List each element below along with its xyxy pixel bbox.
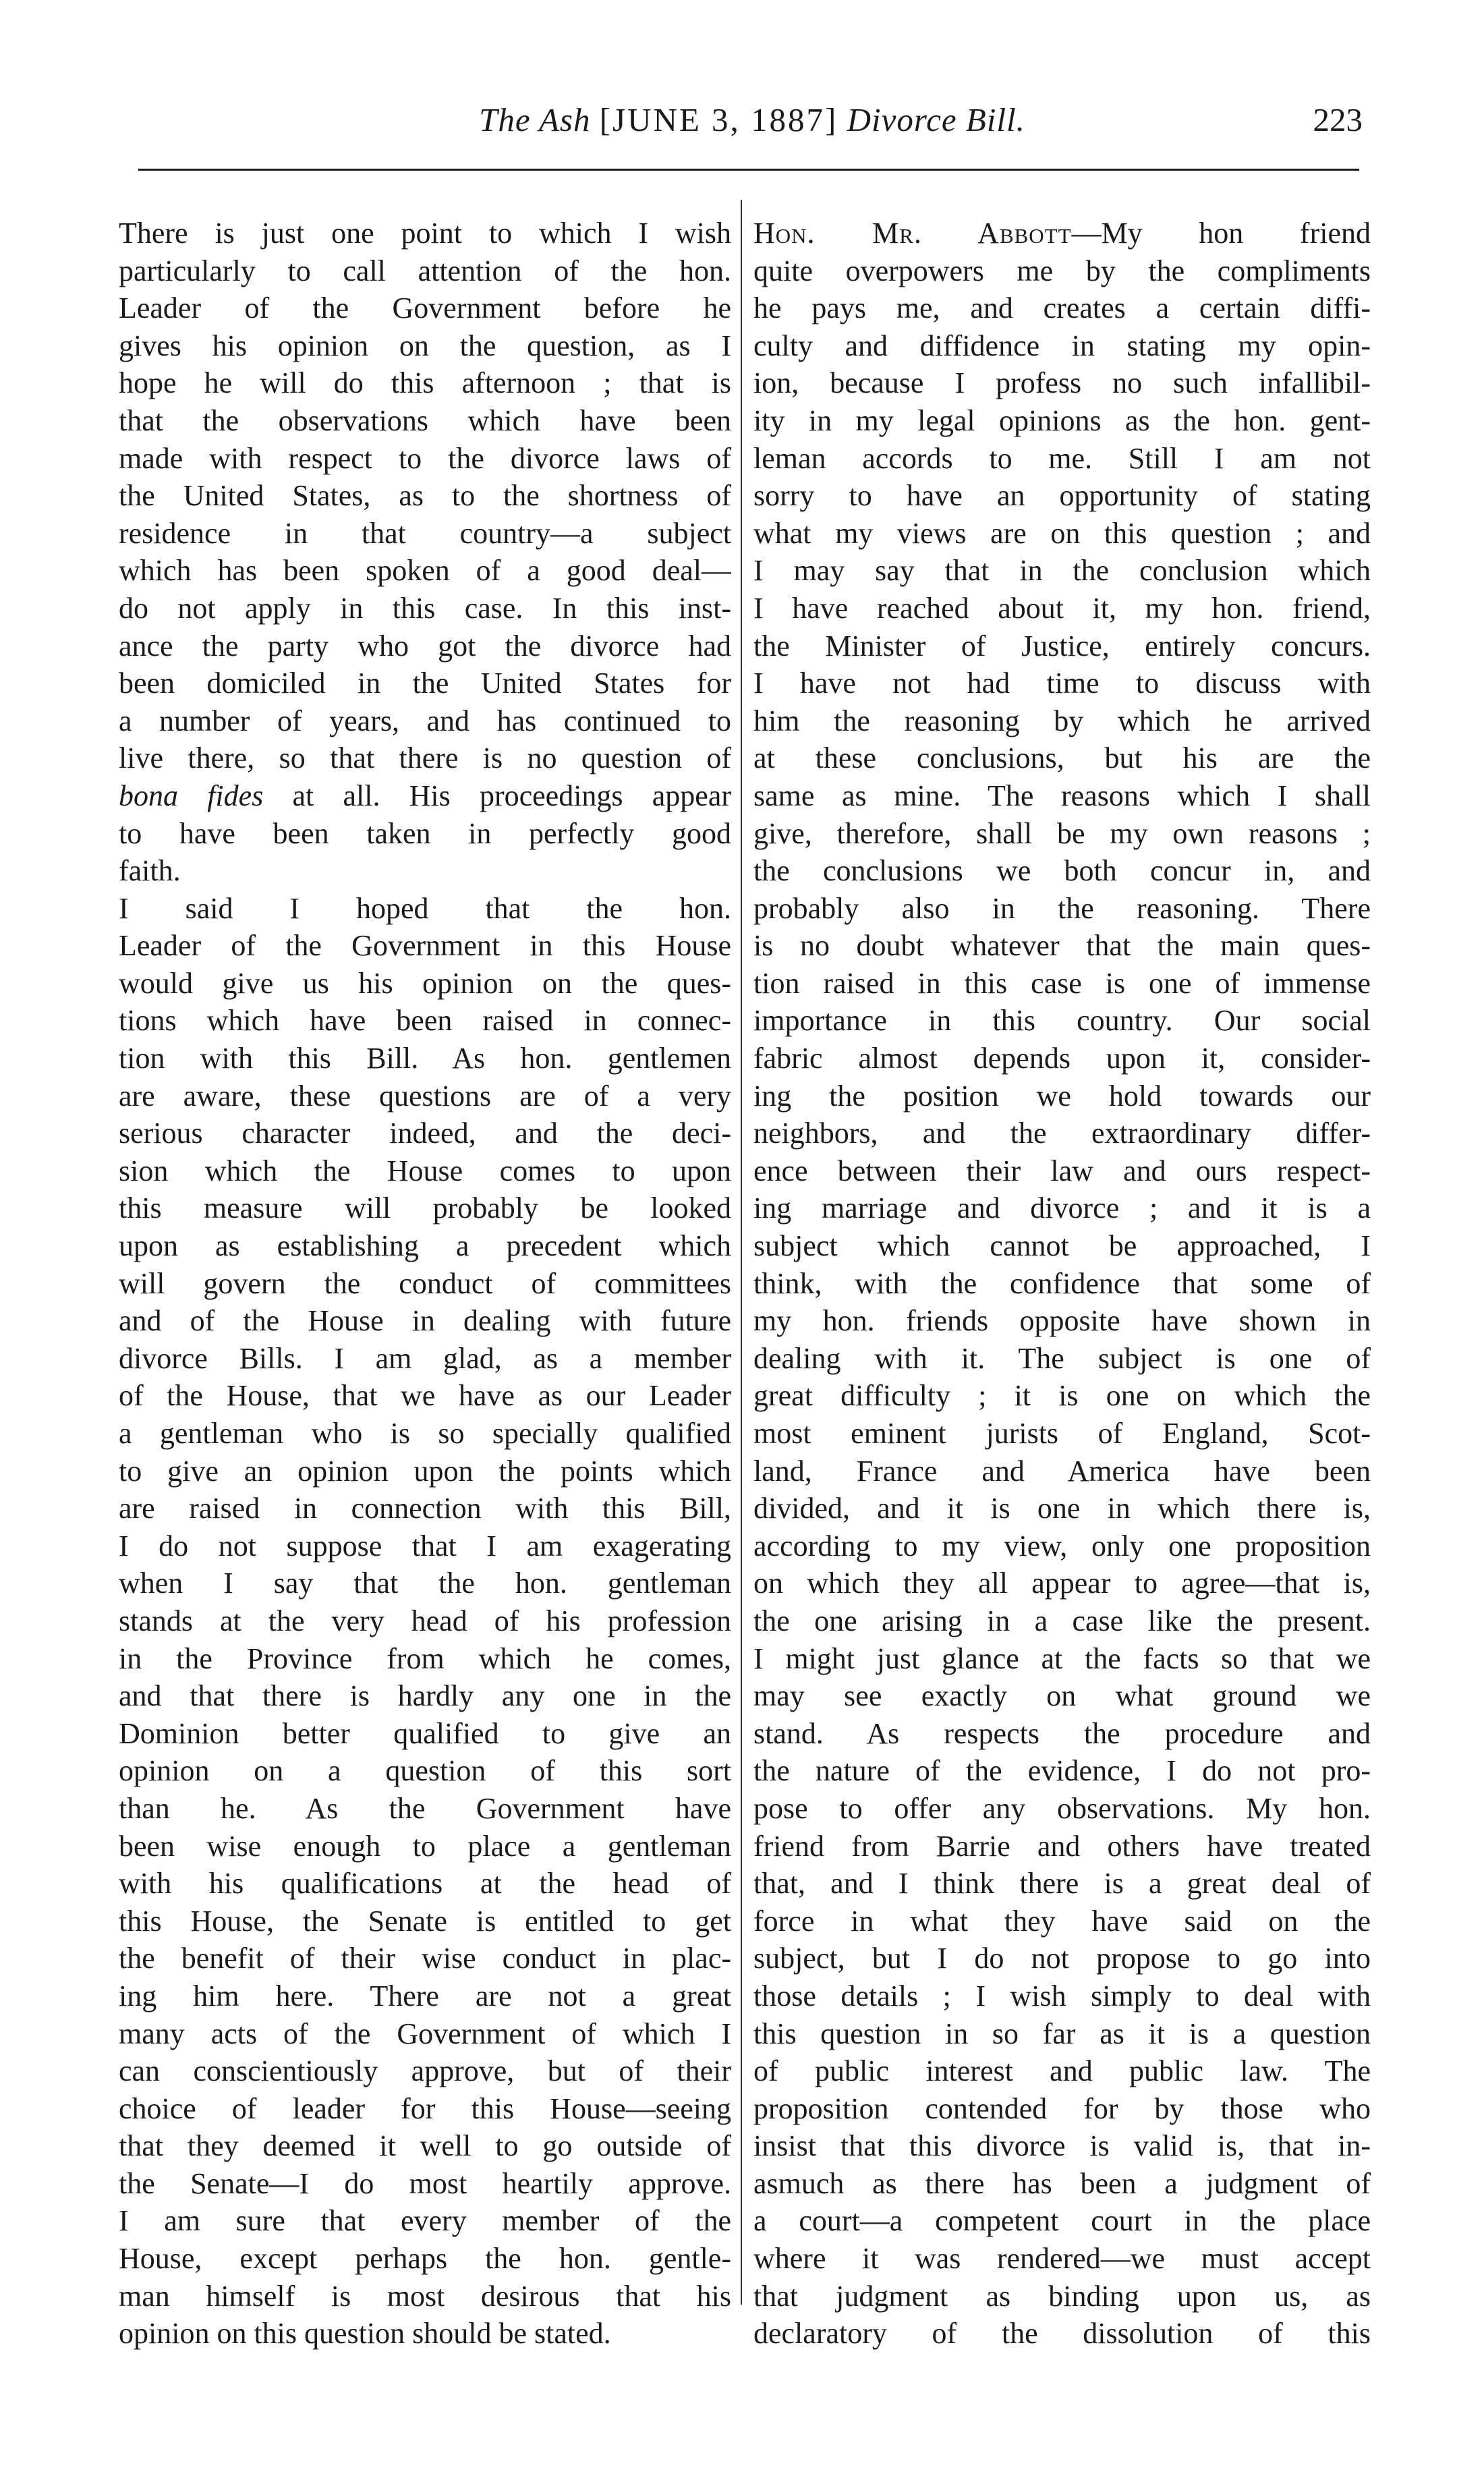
left-column-line: divorce Bills. I am glad, as a member [119, 1341, 731, 1375]
right-column-line: great difficulty ; it is one on which the [753, 1379, 1371, 1413]
right-column-line: ence between their law and ours respect- [753, 1154, 1371, 1187]
speech-opening: —My hon friend [1071, 217, 1371, 250]
left-column-line: to give an opinion upon the points which [119, 1454, 731, 1488]
right-column-line: importance in this country. Our social [753, 1004, 1371, 1038]
right-column-line: culty and diffidence in stating my opin- [753, 329, 1371, 362]
left-column-line: serious character indeed, and the deci- [119, 1117, 731, 1150]
left-column [119, 215, 731, 2353]
right-column-line: same as mine. The reasons which I shall [753, 779, 1371, 812]
left-column-line: Dominion better qualified to give an [119, 1716, 731, 1750]
left-column-line: bona fides at all. His proceedings appear [119, 779, 731, 812]
right-column-line: subject which cannot be approached, I [753, 1229, 1371, 1263]
right-column-line: I may say that in the conclusion which [753, 554, 1371, 588]
left-column-line: House, except perhaps the hon. gentle- [119, 2242, 731, 2276]
left-column-line: would give us his opinion on the ques- [119, 966, 731, 1000]
right-column-line: asmuch as there has been a judgment of [753, 2166, 1371, 2200]
right-column-line: the one arising in a case like the present. [753, 1604, 1371, 1637]
left-column-line: the Senate—I do most heartily approve. [119, 2166, 731, 2200]
right-column-line: I have reached about it, my hon. friend, [753, 591, 1371, 625]
right-column-line: may see exactly on what ground we [753, 1679, 1371, 1713]
left-column-line: of the House, that we have as our Leader [119, 1379, 731, 1413]
page-number: 223 [1313, 101, 1363, 138]
right-column-line: insist that this divorce is valid is, that in- [753, 2129, 1371, 2163]
header-rule [138, 169, 1359, 171]
right-column-line: dealing with it. The subject is one of [753, 1341, 1371, 1375]
left-column-line: I do not suppose that I am exagerating [119, 1529, 731, 1563]
left-column-line: opinion on a question of this sort [119, 1754, 731, 1788]
left-column-line: that the observations which have been [119, 403, 731, 437]
right-column-line: at these conclusions, but his are the [753, 741, 1371, 775]
right-column-line [753, 215, 1371, 252]
left-column-line: upon as establishing a precedent which [119, 1229, 731, 1263]
left-column-line: Leader of the Government in this House [119, 929, 731, 963]
left-column-line: opinion on this question should be stated. [119, 2317, 611, 2351]
header-right-title: Divorce Bill. [847, 101, 1025, 138]
left-column-line: live there, so that there is no question of [119, 741, 731, 775]
right-column-line: fabric almost depends upon it, consider- [753, 1042, 1371, 1075]
left-column-line: I am sure that every member of the [119, 2204, 731, 2238]
right-column-line: divided, and it is one in which there is, [753, 1492, 1371, 1525]
right-column-line: this question in so far as it is a question [753, 2017, 1371, 2050]
left-column-line: this House, the Senate is entitled to get [119, 1904, 731, 1938]
right-column-line: think, with the confidence that some of [753, 1266, 1371, 1300]
left-column-line: this measure will probably be looked [119, 1191, 731, 1225]
left-column-line: gives his opinion on the question, as I [119, 329, 731, 362]
left-column-line: particularly to call attention of the hon. [119, 254, 731, 287]
right-column-line: force in what they have said on the [753, 1904, 1371, 1938]
left-column-line: residence in that country—a subject [119, 516, 731, 550]
left-column-line: tion with this Bill. As hon. gentlemen [119, 1042, 731, 1075]
left-column-line: will govern the conduct of committees [119, 1266, 731, 1300]
left-column-line: many acts of the Government of which I [119, 2017, 731, 2050]
right-column-line: a court—a competent court in the place [753, 2204, 1371, 2238]
right-column-line: of public interest and public law. The [753, 2054, 1371, 2088]
left-column-line: choice of leader for this House—seeing [119, 2091, 731, 2125]
left-column-line: are aware, these questions are of a very [119, 1079, 731, 1113]
right-column-line: stand. As respects the procedure and [753, 1716, 1371, 1750]
right-column-line: where it was rendered—we must accept [753, 2242, 1371, 2276]
right-column-line: my hon. friends opposite have shown in [753, 1304, 1371, 1338]
left-column-line: can conscientiously approve, but of their [119, 2054, 731, 2088]
right-column-line: ity in my legal opinions as the hon. gent- [753, 403, 1371, 437]
right-column-line: that, and I think there is a great deal of [753, 1867, 1371, 1901]
right-column-line: tion raised in this case is one of immense [753, 966, 1371, 1000]
right-column-line: him the reasoning by which he arrived [753, 704, 1371, 737]
left-column-line: in the Province from which he comes, [119, 1641, 731, 1675]
right-column-line: those details ; I wish simply to deal with [753, 1979, 1371, 2013]
right-column-line: ing the position we hold towards our [753, 1079, 1371, 1113]
left-column-line: are raised in connection with this Bill, [119, 1492, 731, 1525]
left-column-line: ing him here. There are not a great [119, 1979, 731, 2013]
left-column-line: and of the House in dealing with future [119, 1304, 731, 1338]
column-divider [741, 200, 742, 2305]
left-column-line: hope he will do this afternoon ; that is [119, 366, 731, 400]
left-column-line: There is just one point to which I wish [119, 217, 731, 250]
left-column-line: the United States, as to the shortness of [119, 479, 731, 513]
speaker-name: Hon. Mr. Abbott [753, 217, 1072, 250]
left-column-line: when I say that the hon. gentleman [119, 1567, 731, 1600]
right-column-line: ing marriage and divorce ; and it is a [753, 1191, 1371, 1225]
right-column-line: sorry to have an opportunity of stating [753, 479, 1371, 513]
right-column-line: subject, but I do not propose to go into [753, 1942, 1371, 1975]
header-left-title: The Ash [479, 101, 591, 138]
left-column-line: faith. [119, 854, 181, 888]
right-column [753, 215, 1371, 2353]
left-column-line: to have been taken in perfectly good [119, 816, 731, 850]
left-column-line: stands at the very head of his profession [119, 1604, 731, 1637]
left-column-line: tions which have been raised in connec- [119, 1004, 731, 1038]
left-column-line: a number of years, and has continued to [119, 704, 731, 737]
right-column-line: the nature of the evidence, I do not pro- [753, 1754, 1371, 1788]
left-column-line: the benefit of their wise conduct in plac- [119, 1942, 731, 1975]
right-column-line: I might just glance at the facts so that we [753, 1641, 1371, 1675]
right-column-line: land, France and America have been [753, 1454, 1371, 1488]
right-column-line: proposition contended for by those who [753, 2091, 1371, 2125]
right-column-line: the conclusions we both concur in, and [753, 854, 1371, 888]
left-column-line: been domiciled in the United States for [119, 667, 731, 700]
right-column-line: probably also in the reasoning. There [753, 891, 1371, 925]
left-column-line: ance the party who got the divorce had [119, 629, 731, 663]
left-column-line: sion which the House comes to upon [119, 1154, 731, 1187]
left-column-line: with his qualifications at the head of [119, 1867, 731, 1901]
left-column-line: and that there is hardly any one in the [119, 1679, 731, 1713]
left-column-line: which has been spoken of a good deal— [119, 554, 731, 588]
left-column-line: do not apply in this case. In this inst- [119, 591, 731, 625]
left-column-line: a gentleman who is so specially qualified [119, 1417, 731, 1450]
right-column-line: that judgment as binding upon us, as [753, 2279, 1371, 2313]
right-column-line: give, therefore, shall be my own reasons ; [753, 816, 1371, 850]
right-column-line: most eminent jurists of England, Scot- [753, 1417, 1371, 1450]
left-column-line: than he. As the Government have [119, 1791, 731, 1825]
right-column-line: is no doubt whatever that the main ques- [753, 929, 1371, 963]
right-column-line: the Minister of Justice, entirely concurs. [753, 629, 1371, 663]
right-column-line: according to my view, only one proposition [753, 1529, 1371, 1563]
left-column-line: I said I hoped that the hon. [119, 891, 731, 925]
right-column-line: pose to offer any observations. My hon. [753, 1791, 1371, 1825]
right-column-line: leman accords to me. Still I am not [753, 441, 1371, 475]
right-column-line: on which they all appear to agree—that is, [753, 1567, 1371, 1600]
right-column-line: neighbors, and the extraordinary differ- [753, 1117, 1371, 1150]
running-header [378, 100, 1126, 140]
left-column-line: been wise enough to place a gentleman [119, 1829, 731, 1863]
header-date: [JUNE 3, 1887] [599, 101, 838, 138]
right-column-line: friend from Barrie and others have treated [753, 1829, 1371, 1863]
right-column-line: quite overpowers me by the compliments [753, 254, 1371, 287]
left-column-line: that they deemed it well to go outside of [119, 2129, 731, 2163]
left-column-line: made with respect to the divorce laws of [119, 441, 731, 475]
left-column-line: Leader of the Government before he [119, 291, 731, 325]
right-column-line: I have not had time to discuss with [753, 667, 1371, 700]
right-column-line: declaratory of the dissolution of this [753, 2317, 1371, 2351]
right-column-line: what my views are on this question ; and [753, 516, 1371, 550]
right-column-line: he pays me, and creates a certain diffi- [753, 291, 1371, 325]
right-column-line: ion, because I profess no such infallibil- [753, 366, 1371, 400]
left-column-line: man himself is most desirous that his [119, 2279, 731, 2313]
